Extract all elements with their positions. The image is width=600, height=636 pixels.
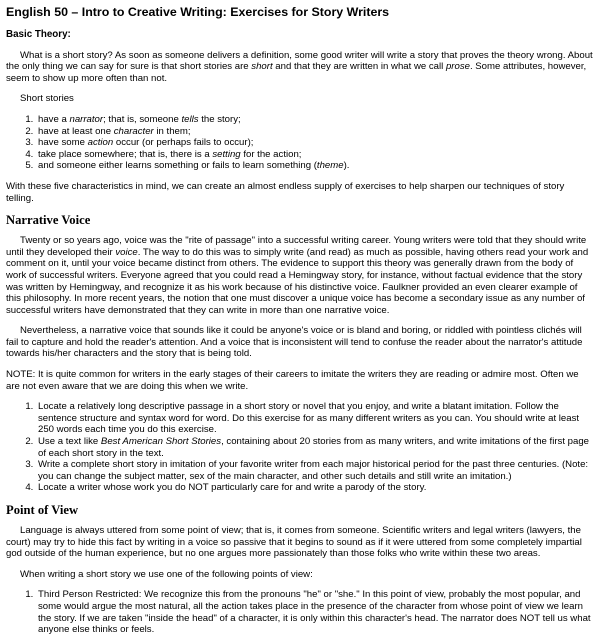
narrative-voice-exercises bbox=[6, 401, 594, 494]
emphasis-text: narrator bbox=[69, 113, 104, 125]
short-stories-list bbox=[6, 114, 594, 172]
narrative-voice-paragraph-1: Twenty or so years ago, voice was the "rite of passage" into a successful writing career. Young writers were told that they should write until they developed their voice. The way to do this was to simply write (and read) as much as possible, having others read your work and comment on it, until your voice became distinct from others. The evidence to support this theory was generally drawn from the body of work of successful writers. Everyone agreed that you could read a Hemingway story, for instance, without factual evidence that the story was written by Hemingway, and recognize it as his work because of his distinctive voice. Faulkner provided an even clearer example of this philosophy. In more recent years, the notion that one must discover a unique voice has become a secondary issue as any number of successful writers have demonstrated that they can write in more than one narrative voice. bbox=[6, 235, 589, 316]
list-item: 2. Use a text like Best American Short Stories, containing about 20 stories from as many writers, and write imitations of the first page of each short story in the text. bbox=[36, 436, 594, 459]
emphasis-text: voice bbox=[115, 246, 138, 258]
narrative-voice-heading: Narrative Voice bbox=[6, 213, 91, 228]
point-of-view-list bbox=[6, 589, 594, 635]
emphasis-text: theme bbox=[316, 160, 344, 172]
list-item: 1. have a narrator; that is, someone tells the story; bbox=[36, 114, 594, 126]
basic-theory-heading: Basic Theory: bbox=[6, 29, 71, 40]
point-of-view-heading: Point of View bbox=[6, 503, 79, 517]
narrative-voice-note: NOTE: It is quite common for writers in the early stages of their careers to imitate the writers they are reading or admire most. Often we are not even aware that we are doing this when we write. bbox=[6, 369, 579, 392]
page-title: English 50 – Intro to Creative Writing: Exercises for Story Writers bbox=[6, 5, 390, 19]
point-of-view-paragraph-1: Language is always uttered from some point of view; that is, it comes from someone. Scientific writers and legal writers (lawyers, the court) may try to hide this fact by writing in a voice so passive that it begins to sound as if it were uttered from some completely impartial god outside of the human experience, but no one argues more passionately than those folks who write within these two areas. bbox=[6, 525, 582, 560]
emphasis-text: prose bbox=[445, 61, 470, 73]
emphasis-text: character bbox=[113, 125, 154, 137]
emphasis-text: short bbox=[251, 61, 273, 73]
basic-theory-closing: With these five characteristics in mind, we can create an almost endless supply of exercises to help sharpen our techniques of story telling. bbox=[6, 180, 565, 204]
emphasis-text: tells bbox=[181, 113, 199, 125]
emphasis-text: setting bbox=[212, 148, 241, 160]
point-of-view-paragraph-2: When writing a short story we use one of the following points of view: bbox=[20, 568, 313, 580]
list-item: 2. have at least one character in them; bbox=[36, 126, 594, 138]
list-item: 3. Write a complete short story in imitation of your favorite writer from each major historical period for the past three centuries. (Note: you can change the subject matter, sex of the main character, and other such details and still write an imitation.) bbox=[36, 459, 594, 482]
basic-theory-intro: What is a short story? As soon as someone delivers a definition, some good writer will write a story that proves the theory wrong. About the only thing we can say for sure is that short stories are short and that they are written in what we call prose. Some attributes, however, seem to show up more often than not. bbox=[6, 49, 593, 84]
short-stories-subheading: Short stories bbox=[20, 93, 74, 105]
list-item: 4. take place somewhere; that is, there is a setting for the action; bbox=[36, 149, 594, 161]
list-item: 1. Locate a relatively long descriptive passage in a short story or novel that you enjoy, and write a blatant imitation. Follow the sentence structure and syntax word for word. Do this exercise for as many different writers as you can. You should write at least 250 words each time you do this exercise. bbox=[36, 401, 594, 436]
list-item: 4. Locate a writer whose work you do NOT particularly care for and write a parody of the story. bbox=[36, 482, 594, 494]
emphasis-text: action bbox=[87, 137, 114, 149]
list-item: 3. have some action occur (or perhaps fails to occur); bbox=[36, 137, 594, 149]
list-item: 1. Third Person Restricted: We recognize this from the pronouns "he" or "she." In this point of view, probably the most popular, and some would argue the most natural, all the action takes place in the presence of the character from whose point of view we learn the story. If we are taken "inside the head" of a character, it is only within this character's head. The narrator does NOT tell us what anyone else thinks or feels. bbox=[36, 589, 594, 635]
narrative-voice-paragraph-2: Nevertheless, a narrative voice that sounds like it could be anyone's voice or is bland and boring, or riddled with pointless clichés will fail to capture and hold the reader's attention. And a voice that is inconsistent will tend to confuse the reader about the narrator's attitude towards his/her characters and the story that is being told. bbox=[6, 325, 583, 360]
list-item: 5. and someone either learns something or fails to learn something (theme). bbox=[36, 160, 594, 172]
emphasis-text: Best American Short Stories bbox=[100, 436, 222, 448]
